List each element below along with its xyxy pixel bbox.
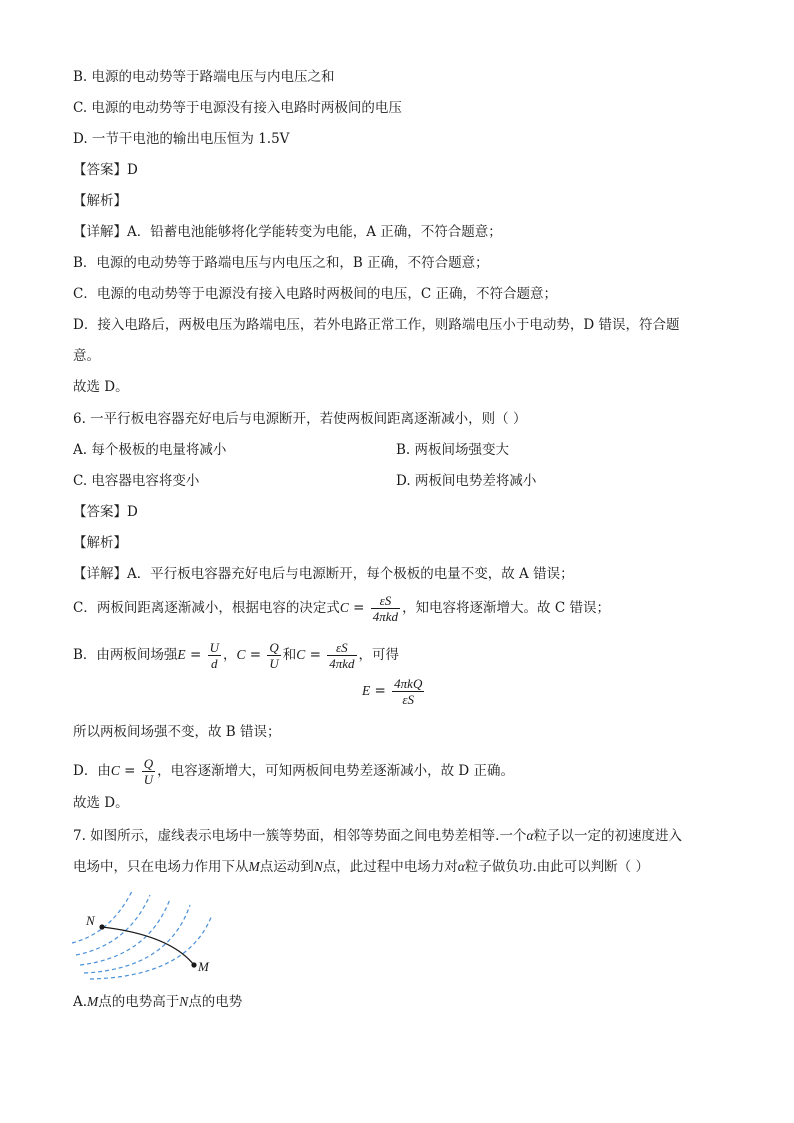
equals-sign: = — [185, 647, 206, 663]
q6-option-b: B. 两板间场强变大 — [396, 442, 510, 458]
q7-stem-line2 — [73, 857, 649, 877]
q6-detail-b-tail: ，可得 — [358, 647, 399, 663]
derived-field-fraction — [392, 676, 424, 707]
equipotential-line-5 — [90, 915, 212, 979]
equipotential-line-3 — [80, 899, 170, 965]
point-m-symbol: M — [87, 994, 99, 1009]
q5-option-d: D. 一节干电池的输出电压恒为 1.5V — [73, 131, 290, 147]
q7-option-a-text: 点的电势高于 — [98, 994, 180, 1010]
equals-sign: = — [119, 763, 140, 779]
q5-detail-d-line1: D．接入电路后，两极电压为路端电压，若外电路正常工作，则路端电压小于电动势，D 错误，符合题 — [73, 317, 680, 333]
capacitance-definition-fraction — [267, 640, 280, 671]
point-m-label: M — [198, 959, 209, 974]
and-word: 和 — [282, 647, 297, 663]
fraction-denominator: d — [211, 656, 218, 671]
comma: ， — [222, 647, 237, 663]
q6-detail-c-tail: ，知电容将逐渐增大。故 C 错误； — [402, 600, 610, 616]
q6-detail-d-text: D．由 — [73, 763, 111, 779]
q6-option-a: A. 每个极板的电量将减小 — [73, 442, 227, 458]
q6-answer: 【答案】D — [73, 504, 138, 520]
capacitance-fraction — [371, 593, 400, 624]
equipotential-line-1 — [72, 891, 132, 943]
q6-detail-c-text: C．两板间距离逐渐减小，根据电容的决定式 — [73, 600, 340, 616]
derived-field-formula — [362, 676, 426, 707]
point-n-symbol: N — [313, 859, 323, 874]
equals-sign: = — [348, 600, 369, 616]
q5-analysis-heading: 【解析】 — [73, 193, 127, 209]
q7-stem-text: 粒子以一定的初速度进入 — [533, 828, 683, 844]
equipotential-diagram — [66, 885, 226, 981]
fraction-numerator: Q — [269, 640, 279, 655]
q6-detail-a: 【详解】A．平行板电容器充好电后与电源断开，每个极板的电量不变，故 A 错误； — [73, 566, 574, 582]
formula-e-symbol: E — [362, 683, 371, 698]
q5-detail-a: 【详解】A．铅蓄电池能够将化学能转变为电能，A 正确，不符合题意； — [73, 224, 502, 240]
point-n-symbol: N — [179, 994, 189, 1009]
fraction-numerator: εS — [327, 640, 356, 656]
q5-conclusion: 故选 D。 — [73, 379, 129, 395]
capacitance-definition-fraction — [142, 756, 155, 787]
formula-c-symbol: C — [110, 763, 120, 778]
q7-option-a-text: 点的电势 — [188, 994, 243, 1010]
point-m — [191, 962, 196, 967]
field-fraction — [208, 640, 221, 671]
q6-conclusion: 故选 D。 — [73, 795, 129, 811]
q7-stem-line1 — [73, 826, 682, 846]
q6-option-d: D. 两板间电势差将减小 — [396, 473, 537, 489]
equipotential-line-4 — [84, 905, 190, 973]
point-m-symbol: M — [248, 859, 260, 874]
q6-detail-b-conclusion: 所以两板间场强不变，故 B 错误； — [73, 724, 281, 740]
q6-detail-d — [73, 756, 514, 787]
fraction-numerator: 4πkQ — [394, 676, 423, 691]
formula-c-symbol: C — [236, 647, 246, 662]
q6-analysis-heading: 【解析】 — [73, 535, 127, 551]
q7-stem-text: 点运动到 — [259, 859, 314, 875]
equals-sign: = — [245, 647, 266, 663]
q7-stem-text: 点，此过程中电场力对 — [322, 859, 458, 875]
equals-sign: = — [370, 683, 391, 699]
q6-detail-b-text: B．由两板间场强 — [73, 647, 178, 663]
q6-detail-c — [73, 593, 610, 624]
q5-detail-b: B．电源的电动势等于路端电压与内电压之和，B 正确，不符合题意； — [73, 255, 489, 271]
fraction-denominator: U — [269, 656, 279, 671]
q6-detail-b — [73, 640, 399, 671]
q7-stem-text: 7. 如图所示，虚线表示电场中一簇等势面，相邻等势面之间电势差相等.一个 — [73, 828, 527, 844]
fraction-denominator: εS — [402, 692, 415, 707]
fraction-denominator: 4πkd — [372, 609, 399, 624]
q7-option-a-letter: A. — [73, 994, 88, 1010]
fraction-denominator: U — [143, 772, 154, 787]
fraction-numerator: εS — [371, 593, 400, 609]
q6-options-row1 — [73, 440, 226, 460]
q7-stem-text: 粒子做负功.由此可以判断（ ） — [464, 859, 649, 875]
q6-detail-d-tail: ，电容逐渐增大，可知两板间电势差逐渐减小，故 D 正确。 — [157, 763, 515, 779]
q5-option-c: C. 电源的电动势等于电源没有接入电路时两极间的电压 — [73, 100, 402, 116]
alpha-symbol: α — [526, 828, 534, 843]
q6-stem: 6. 一平行板电容器充好电后与电源断开，若使两板间距离逐渐减小，则（ ） — [73, 411, 527, 427]
formula-e-symbol: E — [177, 647, 186, 662]
equals-sign: = — [305, 647, 326, 663]
q5-detail-c: C．电源的电动势等于电源没有接入电路时两极间的电压，C 正确，不符合题意； — [73, 286, 557, 302]
formula-c-symbol: C — [296, 647, 306, 662]
q5-option-b: B. 电源的电动势等于路端电压与内电压之和 — [73, 69, 335, 85]
fraction-denominator: 4πkd — [329, 656, 355, 671]
q5-answer: 【答案】D — [73, 162, 138, 178]
fraction-numerator: U — [209, 640, 219, 655]
q7-option-a — [73, 992, 242, 1012]
particle-trajectory — [102, 927, 194, 965]
alpha-symbol: α — [457, 859, 465, 874]
formula-c-symbol: C — [339, 600, 349, 615]
point-n — [99, 924, 104, 929]
point-n-label: N — [86, 913, 95, 928]
q7-stem-text: 电场中，只在电场力作用下从 — [73, 859, 249, 875]
capacitance-fraction — [327, 640, 356, 671]
q6-option-c: C. 电容器电容将变小 — [73, 473, 200, 489]
q5-detail-d-line2: 意。 — [73, 348, 100, 364]
fraction-numerator: Q — [143, 756, 154, 771]
